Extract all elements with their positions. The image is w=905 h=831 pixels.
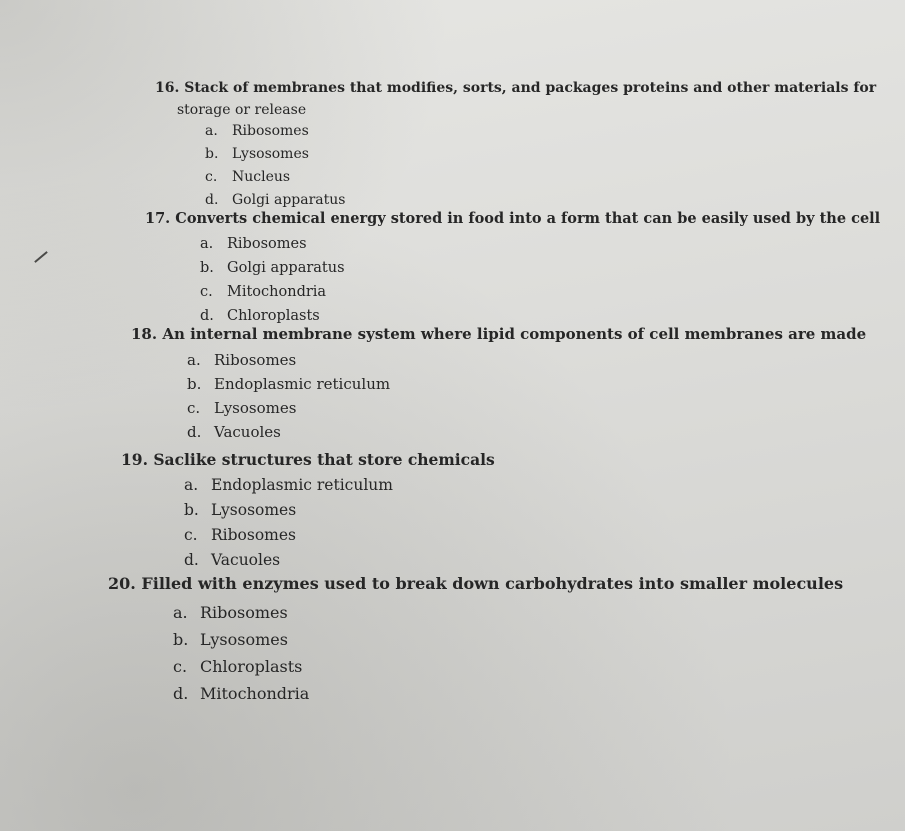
option-text: Vacuoles [214, 423, 281, 441]
option-letter: b. [173, 630, 189, 649]
option-letter: c. [200, 284, 213, 300]
option-text: Mitochondria [227, 284, 327, 300]
option-text: Ribosomes [211, 526, 296, 544]
option-text: Lysosomes [232, 146, 309, 162]
option-letter: a. [187, 351, 201, 369]
question-stem: 16. Stack of membranes that modifies, sorts, and packages proteins and other materials for [155, 80, 877, 96]
option-text: Lysosomes [211, 501, 297, 519]
option-c[interactable] [205, 166, 876, 189]
option-d[interactable] [173, 680, 843, 707]
option-b[interactable] [173, 626, 843, 653]
option-a[interactable] [187, 348, 866, 372]
option-text: Chloroplasts [227, 308, 320, 324]
option-letter: b. [205, 146, 219, 162]
option-letter: c. [173, 657, 188, 676]
option-letter: d. [184, 551, 199, 569]
option-letter: b. [184, 501, 199, 519]
option-b[interactable] [184, 498, 495, 523]
question-stem: 19. Saclike structures that store chemicals [121, 450, 495, 469]
option-c[interactable] [187, 396, 866, 420]
answer-options [173, 599, 843, 707]
option-c[interactable] [200, 280, 880, 304]
option-text: Endoplasmic reticulum [211, 476, 393, 494]
option-d[interactable] [187, 420, 866, 444]
option-b[interactable] [200, 256, 880, 280]
option-b[interactable] [187, 372, 866, 396]
question-stem: 18. An internal membrane system where lipid components of cell membranes are made [131, 325, 867, 343]
option-text: Lysosomes [200, 630, 288, 649]
option-text: Lysosomes [214, 399, 297, 417]
question-19 [121, 450, 495, 573]
question-stem: 20. Filled with enzymes used to break down carbohydrates into smaller molecules [108, 574, 844, 593]
option-letter: b. [200, 260, 214, 276]
option-text: Chloroplasts [200, 657, 303, 676]
option-text: Ribosomes [232, 123, 309, 139]
option-letter: a. [205, 123, 218, 139]
answer-options [205, 120, 876, 212]
option-text: Endoplasmic reticulum [214, 375, 391, 393]
question-17 [145, 209, 880, 328]
option-letter: c. [205, 169, 218, 185]
option-text: Ribosomes [214, 351, 297, 369]
option-a[interactable] [205, 120, 876, 143]
option-letter: d. [187, 423, 202, 441]
option-letter: a. [184, 476, 199, 494]
question-20 [108, 574, 843, 707]
option-a[interactable] [184, 473, 495, 498]
option-letter: a. [173, 603, 188, 622]
option-letter: d. [173, 684, 189, 703]
option-letter: a. [200, 236, 214, 252]
option-letter: c. [184, 526, 198, 544]
option-text: Nucleus [232, 169, 291, 185]
option-letter: d. [200, 308, 214, 324]
option-c[interactable] [184, 523, 495, 548]
question-stem: 17. Converts chemical energy stored in food into a form that can be easily used by the cell [145, 210, 881, 227]
answer-options [184, 473, 495, 573]
option-text: Vacuoles [211, 551, 281, 569]
question-16 [155, 78, 876, 212]
option-d[interactable] [184, 548, 495, 573]
option-text: Golgi apparatus [227, 260, 345, 276]
pen-mark [34, 251, 48, 263]
option-a[interactable] [173, 599, 843, 626]
option-c[interactable] [173, 653, 843, 680]
question-18 [131, 324, 866, 444]
option-letter: c. [187, 399, 201, 417]
answer-options [187, 348, 866, 444]
option-text: Ribosomes [200, 603, 288, 622]
option-a[interactable] [200, 232, 880, 256]
option-b[interactable] [205, 143, 876, 166]
option-letter: d. [205, 192, 219, 208]
question-stem-continued: storage or release [177, 102, 307, 118]
option-text: Mitochondria [200, 684, 310, 703]
option-letter: b. [187, 375, 202, 393]
option-text: Ribosomes [227, 236, 307, 252]
answer-options [200, 232, 880, 328]
option-text: Golgi apparatus [232, 192, 346, 208]
